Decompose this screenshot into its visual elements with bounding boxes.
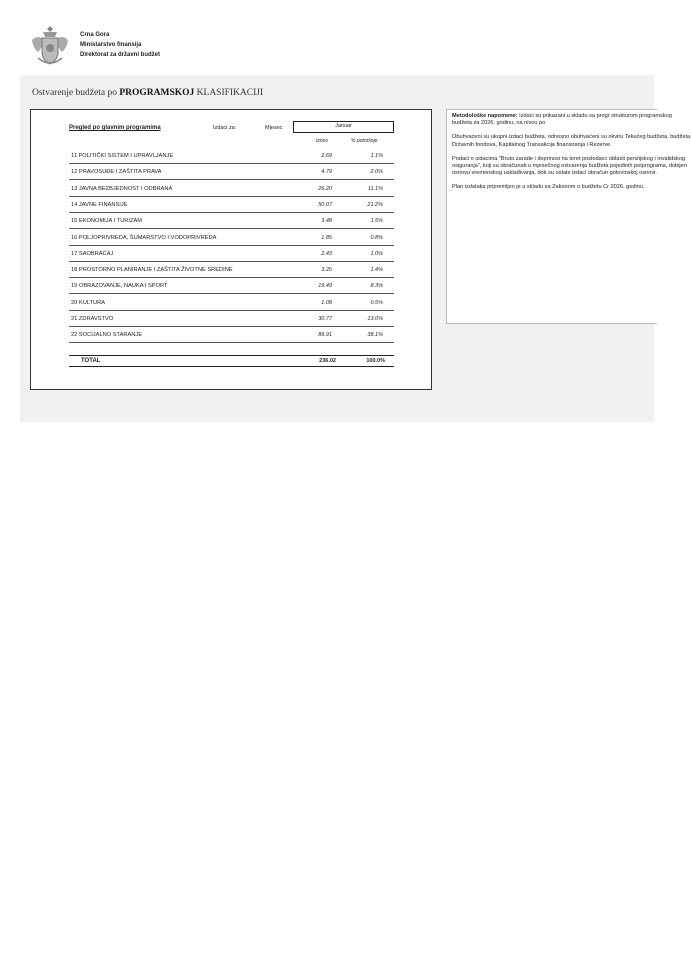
month-label: Mjesec — [265, 125, 283, 131]
note-paragraph-3: Podaci o izdacima "Bruto zarade i doprinosi na teret poslodavc oblasti penzijskog i invalidskog osiguranja", koji su obračunati u mjesečnog ostvarenja budžeta pojedinih potprograma, dobijen osnovu vremenskog usklađivanja, dok su ostale izdaci obračun gotovinskoj osnovi. — [452, 155, 687, 177]
table-row — [69, 310, 394, 327]
org-line-ministry: Ministarstvo finansija — [80, 42, 142, 48]
note-paragraph-1 — [452, 113, 692, 127]
program-amount: 3.48 — [321, 218, 332, 225]
page-title — [32, 88, 263, 98]
methodology-notes-panel — [446, 109, 691, 324]
table-row — [69, 294, 394, 311]
program-amount: 89.91 — [318, 332, 332, 339]
coat-of-arms-icon — [28, 22, 72, 70]
table-row — [69, 277, 394, 294]
program-percent: 1.0% — [370, 250, 383, 257]
program-percent: 0.8% — [370, 234, 383, 241]
program-table-panel — [30, 109, 432, 390]
program-amount: 50.07 — [318, 201, 332, 208]
total-percent: 100.0% — [366, 357, 385, 364]
organization-name — [80, 30, 160, 60]
program-name: 14 JAVNE FINANSIJE — [71, 201, 128, 208]
program-percent: 1.5% — [370, 218, 383, 225]
table-row — [69, 147, 394, 164]
note-paragraph-2: Obuhvaćeni su ukupni izdaci budžeta, odnosno obuhvaćeni su okviru Tekućeg budžeta, budžeta Državnih fondova, Kapitalnog Transakcija finansiranja i Rezerve. — [452, 134, 691, 148]
program-percent: 1.4% — [370, 267, 383, 274]
table-row — [69, 326, 394, 343]
program-name: 13 JAVNA BEZBJEDNOST I ODBRANA — [71, 185, 173, 192]
table-row — [69, 212, 394, 229]
program-name: 15 EKONOMIJA I TURIZAM — [71, 218, 143, 225]
program-amount: 19.49 — [318, 283, 332, 290]
total-amount: 236.02 — [319, 357, 336, 364]
report-section — [20, 75, 691, 422]
table-row — [69, 229, 394, 246]
program-percent: 21.2% — [367, 201, 383, 208]
program-name: 17 SAOBRAĆAJ — [71, 250, 114, 257]
title-prefix: Ostvarenje budžeta po — [32, 88, 117, 98]
izdaci-label: Izdaci za: — [213, 125, 237, 131]
program-percent: 8.3% — [370, 283, 383, 290]
program-name: 12 PRAVOSUĐE I ZAŠTITA PRAVA — [71, 169, 162, 176]
table-row — [69, 196, 394, 213]
table-row — [69, 245, 394, 262]
table-row — [69, 180, 394, 197]
note-text-1: Izdaci su prikazani u skladu sa progr strukturom programskog budžeta za 2026. godinu, na nivou po — [452, 113, 672, 127]
program-percent: 11.1% — [367, 185, 383, 192]
table-row — [69, 163, 394, 180]
program-name: 18 PROSTORNO PLANIRANJE I ZAŠTITA ŽIVOTNE SREDINE — [71, 267, 233, 274]
title-bold: PROGRAMSKOJ — [119, 88, 195, 98]
program-name: 19 OBRAZOVANJE, NAUKA I SPORT — [71, 283, 168, 290]
column-header-amount: Iznos — [316, 138, 328, 144]
program-amount: 26.20 — [318, 185, 332, 192]
program-amount: 4.79 — [321, 169, 332, 176]
program-amount: 1.85 — [321, 234, 332, 241]
program-name: 16 POLJOPRIVREDA, ŠUMARSTVO I VODOPRIVREDA — [71, 234, 217, 241]
program-percent: 1.1% — [370, 153, 383, 159]
program-amount: 2.69 — [321, 153, 332, 159]
org-line-country: Crna Gora — [80, 32, 110, 38]
title-suffix: KLASIFIKACIJI — [196, 88, 264, 98]
program-name: 20 KULTURA — [71, 299, 106, 306]
column-header-percent: % potrošnje — [351, 138, 378, 144]
program-percent: 2.0% — [370, 169, 383, 176]
program-amount: 30.77 — [318, 316, 332, 322]
program-name: 22 SOCIJALNO STARANJE — [71, 332, 143, 339]
table-heading: Pregled po glavnim programima — [69, 125, 161, 131]
org-line-directorate: Direktorat za državni budžet — [80, 52, 161, 58]
program-name: 21 ZDRAVSTVO — [71, 316, 114, 322]
program-percent: 13.0% — [367, 316, 383, 322]
program-amount: 2.43 — [321, 250, 332, 257]
program-amount: 3.26 — [321, 267, 332, 274]
table-row — [69, 261, 394, 278]
total-label: TOTAL — [81, 357, 101, 364]
month-select[interactable]: Januar — [293, 121, 394, 133]
note-heading: Metodološke napomene: — [452, 113, 518, 119]
total-row — [69, 355, 394, 367]
program-name: 11 POLITIČKI SISTEM I UPRAVLJANJE — [71, 153, 174, 159]
note-paragraph-4: Plan izdataka pripremljen je u skladu sa Zakonom o budžetu Cr 2026. godinu. — [452, 184, 645, 191]
program-percent: 38.1% — [367, 332, 383, 339]
program-amount: 1.08 — [321, 299, 332, 306]
program-percent: 0.5% — [370, 299, 383, 306]
